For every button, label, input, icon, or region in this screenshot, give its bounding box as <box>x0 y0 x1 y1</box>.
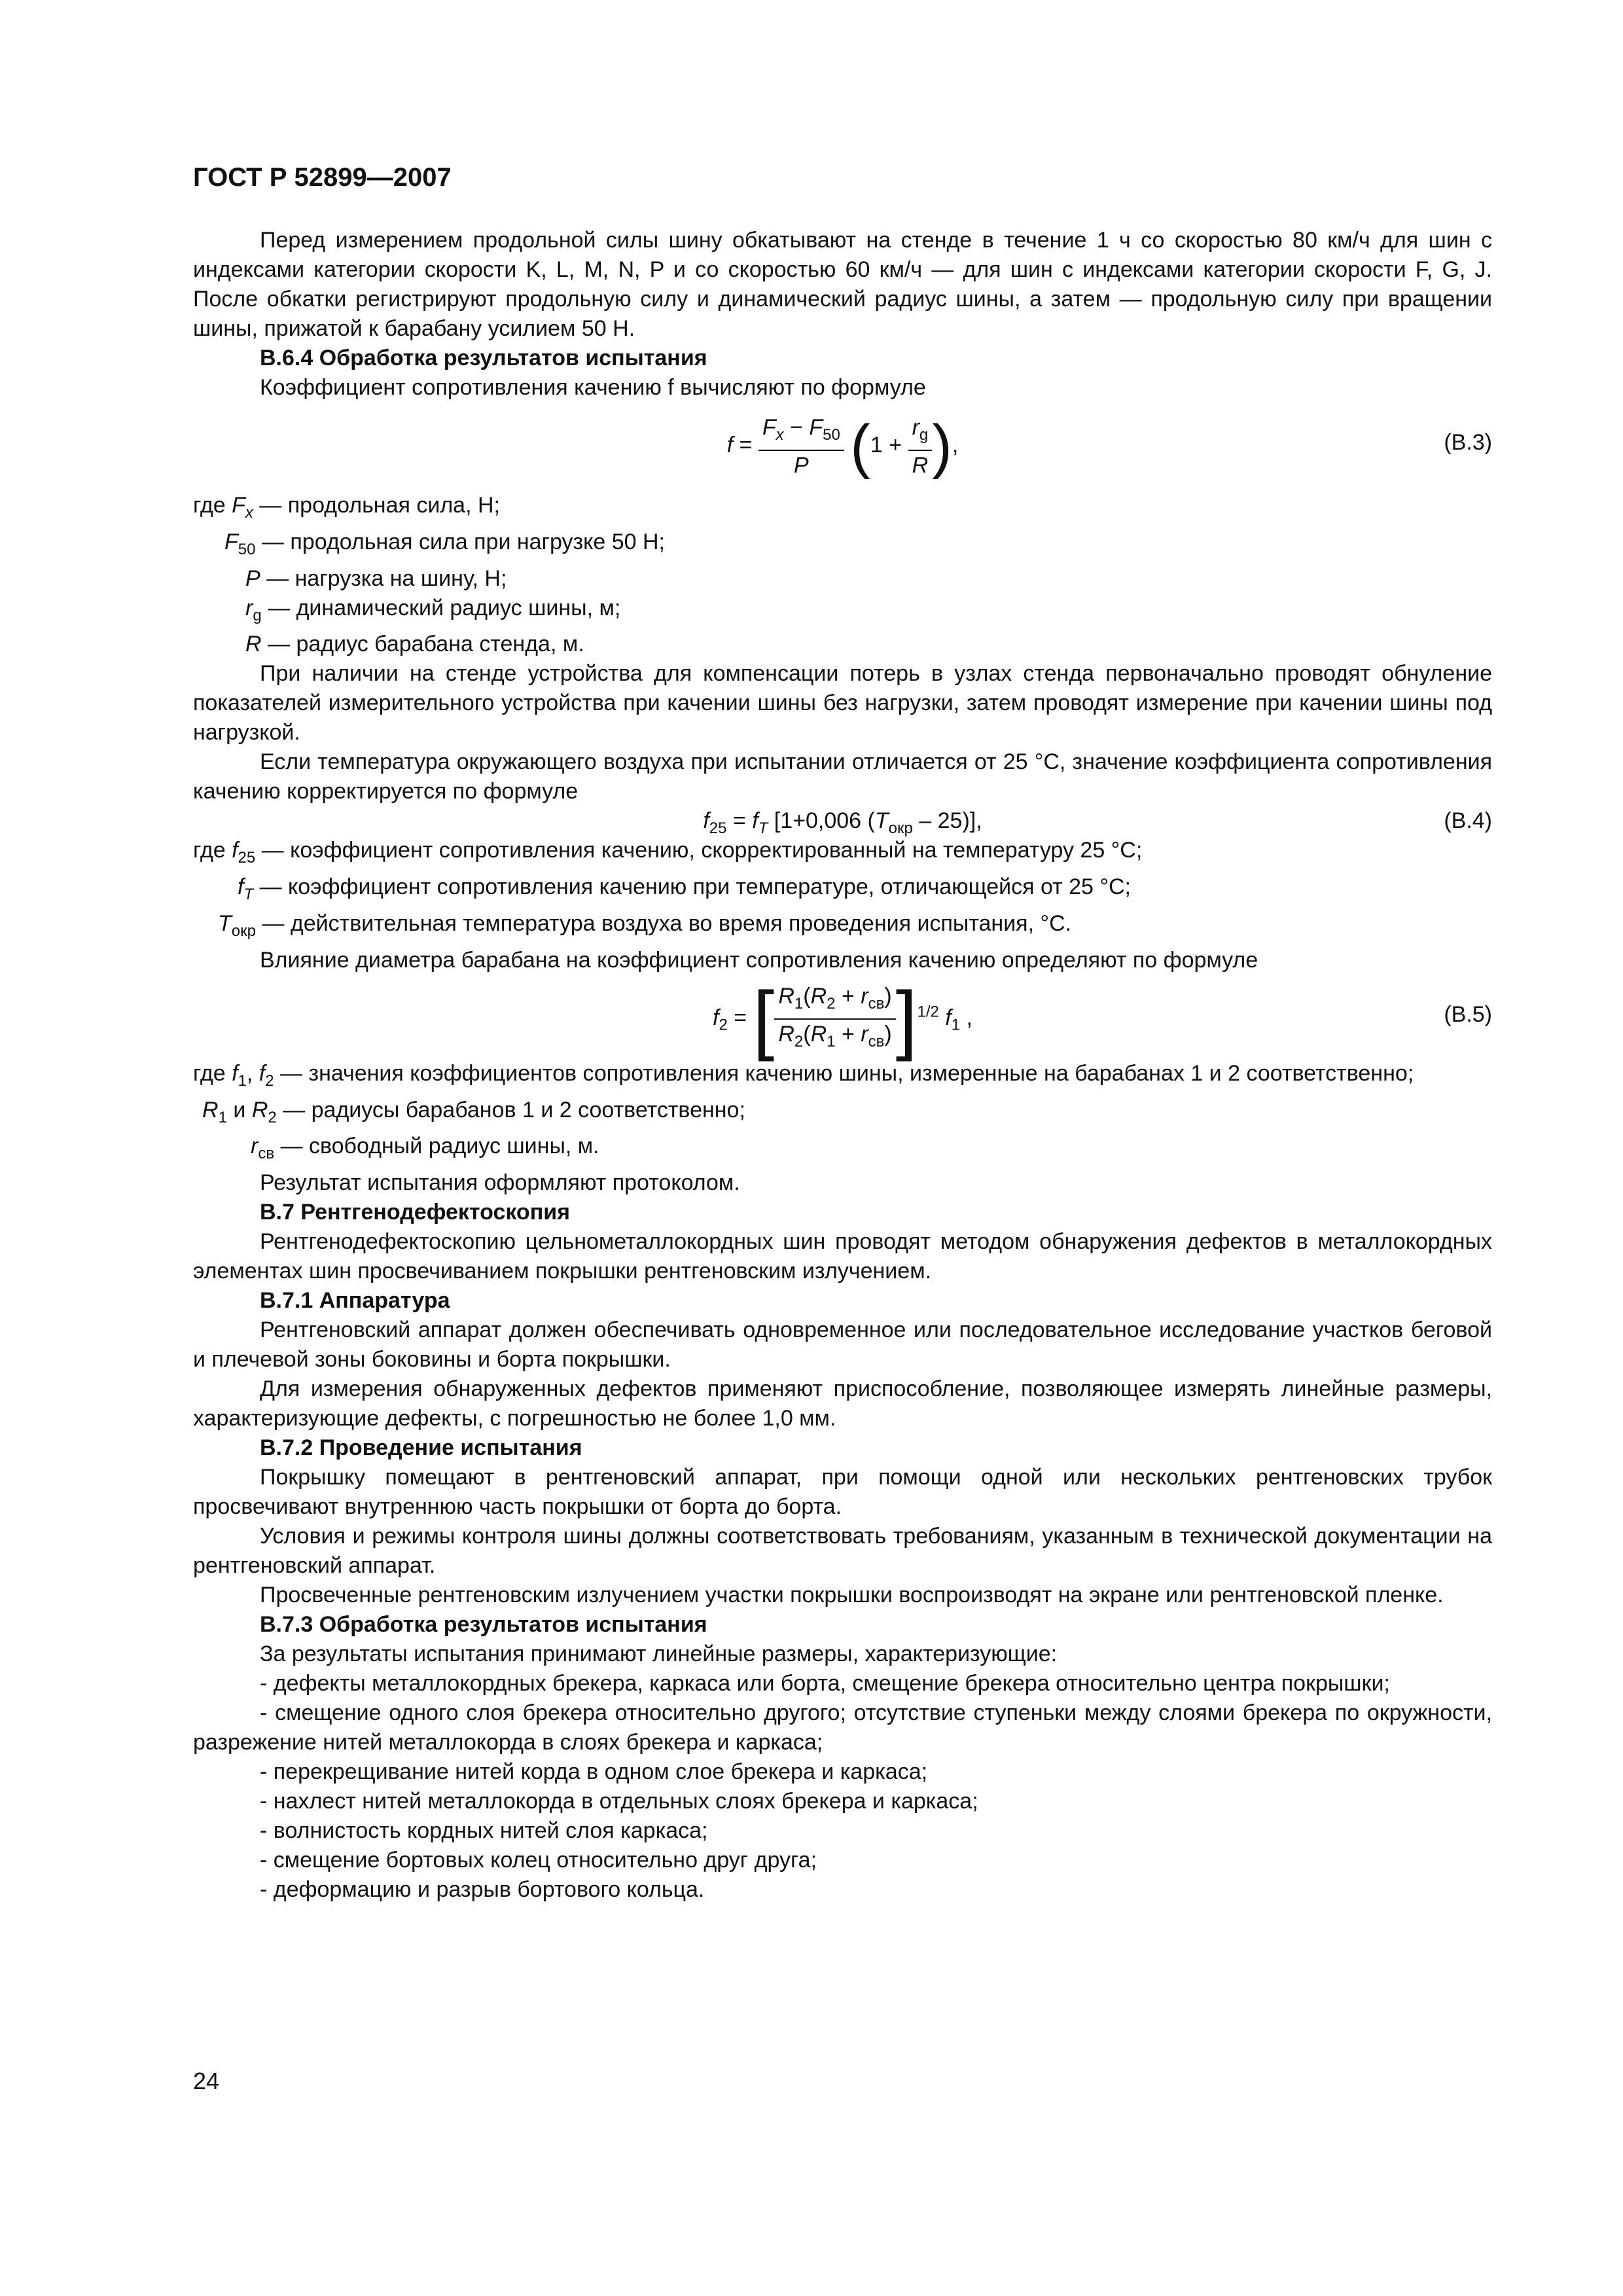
definition-rsv: $r_{св}$ — свободный радиус шины, м. <box>251 1134 599 1163</box>
definition-p: P — нагрузка на шину, Н; <box>245 565 507 591</box>
formula-b5-expression: $f_2$ = [ $\frac{R_1(R_2 + r_{св})}{R_2(R_1 + r_{св})}$ ]$^{1/2}$ $f_1$ , <box>712 975 973 1062</box>
paragraph-b72-3: Просвеченные рентгеновским излучением участки покрышки воспроизводят на экране или рентгеновской пленке. <box>260 1583 1444 1608</box>
formula-number: (В.4) <box>1444 808 1492 834</box>
list-item: - волнистость кордных нитей слоя каркаса; <box>260 1818 708 1844</box>
section-heading-b71: В.7.1 Аппаратура <box>260 1288 450 1314</box>
formula-number: (В.3) <box>1444 430 1492 455</box>
formula-b3-expression: f = $\frac{F_x - F_{50}}{P}$ (1 + $\frac{r_g}{R}$ ), <box>726 412 959 480</box>
definition-ft: $f_T$ — коэффициент сопротивления качению при температуре, отличающейся от 25 °С; <box>238 874 1131 903</box>
formula-b3 <box>193 403 1492 491</box>
page-number: 24 <box>193 2068 220 2094</box>
bracket-right: ) <box>932 412 952 480</box>
definition-f1-f2: где $f_1$, $f_2$ — значения коэффициентов сопротивления качению шины, измеренные на барабанах 1 и 2 соответственно; <box>193 1060 1414 1090</box>
paragraph-b72-1: Покрышку помещают в рентгеновский аппарат, при помощи одной или нескольких рентгеновских трубок просвечивают внутреннюю часть покрышки от борта до борта. <box>193 1465 1492 1520</box>
paragraph-compensation: При наличии на стенде устройства для компенсации потерь в узлах стенда первоначально проводят обнуление показателей измерительного устройства при качении шины без нагрузки, затем проводят измерение при качении шины под нагрузкой. <box>193 661 1492 745</box>
list-item: - смещение одного слоя брекера относительно другого; отсутствие ступеньки между слоями брекера по окружности, разрежение нитей металлокорда в слоях брекера и каркаса; <box>193 1700 1492 1755</box>
definition-fx: где $F_x$ — продольная сила, Н; <box>193 493 500 522</box>
definition-rg: $r_g$ — динамический радиус шины, м; <box>245 595 621 624</box>
paragraph-b72-2: Условия и режимы контроля шины должны соответствовать требованиям, указанным в технической документации на рентгеновский аппарат. <box>193 1524 1492 1579</box>
list-item: - дефекты металлокордных брекера, каркаса или борта, смещение брекера относительно центра покрышки; <box>260 1671 1390 1696</box>
text-column <box>193 226 1492 1905</box>
section-heading-b64: В.6.4 Обработка результатов испытания <box>260 346 707 370</box>
bracket-left: ( <box>850 412 870 480</box>
definition-r1-r2: $R_1$ и $R_2$ — радиусы барабанов 1 и 2 соответственно; <box>202 1097 745 1126</box>
paragraph-diameter: Влияние диаметра барабана на коэффициент сопротивления качению определяют по формуле <box>260 947 1258 973</box>
list-item: - смещение бортовых колец относительно друг друга; <box>260 1848 817 1873</box>
paragraph-b64: Коэффициент сопротивления качению f вычисляют по формуле <box>260 375 926 400</box>
definition-tokr: $T_{окр}$ — действительная температура воздуха во время проведения испытания, °С. <box>218 910 1072 940</box>
paragraph-b71-2: Для измерения обнаруженных дефектов применяют приспособление, позволяющее измерять линейные размеры, характеризующие дефекты, с погрешностью не более 1,0 мм. <box>193 1376 1492 1431</box>
list-item: - нахлест нитей металлокорда в отдельных слоях брекера и каркаса; <box>260 1789 978 1814</box>
paragraph-b71-1: Рентгеновский аппарат должен обеспечивать одновременное или последовательное исследование участков беговой и плечевой зоны боковины и борта покрышки. <box>193 1318 1492 1372</box>
definition-f25: где $f_{25}$ — коэффициент сопротивления качению, скорректированный на температуру 25 °С; <box>193 838 1143 867</box>
definition-r: R — радиус барабана стенда, м. <box>245 632 584 657</box>
paragraph-b7: Рентгенодефектоскопию цельнометаллокордных шин проводят методом обнаружения дефектов в металлокордных элементах шин просвечиванием покрышки рентгеновским излучением. <box>193 1229 1492 1284</box>
bracket-left: [ <box>753 975 775 1062</box>
section-heading-b73: В.7.3 Обработка результатов испытания <box>260 1612 707 1638</box>
definitions-b3 <box>193 491 1492 659</box>
fraction: $\frac{F_x - F_{50}}{P}$ <box>758 413 844 480</box>
formula-b4 <box>193 806 1492 836</box>
formula-number: (В.5) <box>1444 1001 1492 1027</box>
list-item: - деформацию и разрыв бортового кольца. <box>260 1877 705 1903</box>
list-item: - перекрещивание нитей корда в одном слое брекера и каркаса; <box>260 1759 928 1785</box>
paragraph-temperature: Если температура окружающего воздуха при испытании отличается от 25 °С, значение коэффициента сопротивления качению корректируется по формуле <box>193 749 1492 804</box>
bracket-right: ] <box>895 975 918 1062</box>
section-heading-b7: В.7 Рентгенодефектоскопия <box>260 1200 570 1225</box>
paragraph-result: Результат испытания оформляют протоколом. <box>260 1170 740 1196</box>
paragraph-b73: За результаты испытания принимают линейные размеры, характеризующие: <box>260 1641 1058 1667</box>
definitions-b4 <box>193 836 1492 945</box>
formula-b4-expression: $f_{25} = f_T$ [1+0,006 $(T_{окр} - 25)$], <box>703 808 982 838</box>
formula-b5 <box>193 975 1492 1062</box>
document-header: ГОСТ Р 52899—2007 <box>193 163 452 192</box>
fraction: $\frac{r_g}{R}$ <box>908 413 933 480</box>
fraction: $\frac{R_1(R_2 + r_{св})}{R_2(R_1 + r_{св})}$ <box>774 982 895 1056</box>
definitions-b5 <box>193 1059 1492 1168</box>
section-heading-b72: В.7.2 Проведение испытания <box>260 1435 582 1461</box>
paragraph-intro: Перед измерением продольной силы шину обкатывают на стенде в течение 1 ч со скоростью 80 км/ч для шин с индексами категории скорости K, L, M, N, P и со скоростью 60 км/ч — для шин с индексами категории скорости F, G, J. После обкатки регистрируют продольную силу и динамический радиус шины, а затем — продольную силу при вращении шины, прижатой к барабану усилием 50 Н. <box>193 228 1492 341</box>
list-b73 <box>193 1669 1492 1905</box>
definition-f50: $F_{50}$ — продольная сила при нагрузке 50 Н; <box>224 529 665 558</box>
